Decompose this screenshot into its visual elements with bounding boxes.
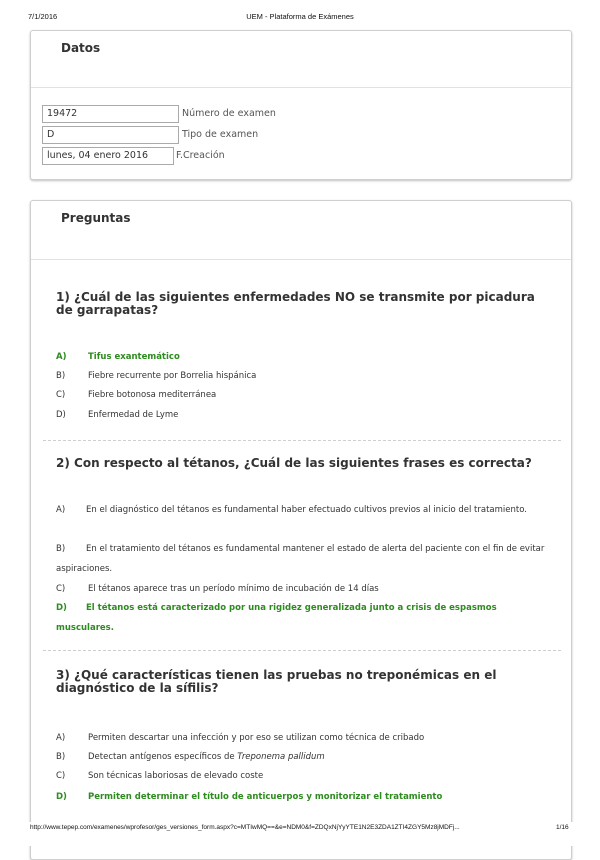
q3-answer-c[interactable] xyxy=(56,767,556,786)
q2-answer-c-text: El tétanos aparece tras un período mínimo de incubación de 14 días xyxy=(88,584,379,594)
exam-number-label: Número de examen xyxy=(182,108,276,119)
exam-type-label: Tipo de examen xyxy=(182,129,259,140)
creation-date-field[interactable]: lunes, 04 enero 2016 xyxy=(42,147,174,165)
q1-answer-b-letter: B) xyxy=(56,371,66,381)
q3-answer-b[interactable] xyxy=(56,748,556,767)
q3-answer-c-text: Son técnicas laboriosas de elevado coste xyxy=(88,771,264,781)
q3-answer-a[interactable] xyxy=(56,729,556,748)
q1-answer-c-letter: C) xyxy=(56,390,66,400)
q3-answer-d-letter: D) xyxy=(56,792,67,802)
q3-answer-b-text: Detectan antígenos específicos de xyxy=(88,752,238,762)
preguntas-card xyxy=(30,200,572,860)
q1-answer-d-text: Enfermedad de Lyme xyxy=(88,410,179,420)
creation-date-label: F.Creación xyxy=(176,150,225,161)
q1-answer-a-text: Tifus exantemático xyxy=(88,352,180,362)
q1-answer-b-text: Fiebre recurrente por Borrelia hispánica xyxy=(88,371,257,381)
print-title: UEM - Plataforma de Exámenes xyxy=(246,12,354,21)
q3-answer-b-letter: B) xyxy=(56,752,66,762)
preguntas-separator xyxy=(31,259,571,260)
q3-answer-a-text: Permiten descartar una infección y por eso se utilizan como técnica de cribado xyxy=(88,733,425,743)
q2-answer-d-text: El tétanos está caracterizado por una rigidez generalizada junto a crisis de espasmos musculares. xyxy=(56,603,497,633)
q1-answer-c[interactable] xyxy=(56,386,556,405)
question-separator xyxy=(43,440,561,441)
q2-answer-c[interactable] xyxy=(56,580,556,599)
print-url[interactable]: http://www.tepep.com/examenes/wprofesor/ges_versiones_form.aspx?c=MTIwMQ==&e=NDM0&f=ZDQxNjYyYTE1N2E3ZDA1ZTI4ZGY5Mz8jMDFj... xyxy=(30,824,460,831)
q2-answer-a-letter: A) xyxy=(56,505,66,515)
page-number: 1/16 xyxy=(556,824,569,831)
q2-answer-d[interactable] xyxy=(56,599,556,638)
q2-answer-d-letter: D) xyxy=(56,603,67,613)
datos-separator xyxy=(31,87,571,88)
q3-answer-d-text: Permiten determinar el título de anticuerpos y monitorizar el tratamiento xyxy=(88,792,443,802)
q1-answer-d[interactable] xyxy=(56,406,556,425)
question-3: 3) ¿Qué características tienen las pruebas no treponémicas en el diagnóstico de la sífilis? xyxy=(56,668,497,695)
print-header xyxy=(0,12,600,24)
q1-answer-a-letter: A) xyxy=(56,352,67,362)
datos-card xyxy=(30,30,572,180)
q2-answer-b-letter: B) xyxy=(56,544,66,554)
q3-answer-c-letter: C) xyxy=(56,771,66,781)
q2-answer-a[interactable] xyxy=(56,501,556,521)
q2-answer-c-letter: C) xyxy=(56,584,66,594)
q1-answer-c-text: Fiebre botonosa mediterránea xyxy=(88,390,217,400)
q1-answer-b[interactable] xyxy=(56,367,556,386)
exam-type-field[interactable]: D xyxy=(42,126,179,144)
q3-answer-a-letter: A) xyxy=(56,733,66,743)
q1-answer-a[interactable] xyxy=(56,348,556,367)
preguntas-title: Preguntas xyxy=(61,211,131,225)
datos-title: Datos xyxy=(61,41,101,55)
exam-number-field[interactable]: 19472 xyxy=(42,105,179,123)
question-1: 1) ¿Cuál de las siguientes enfermedades NO se transmite por picadura de garrapatas? xyxy=(56,290,535,317)
q2-answer-b[interactable] xyxy=(56,540,556,579)
question-separator xyxy=(43,650,561,651)
q2-answer-a-text: En el diagnóstico del tétanos es fundamental haber efectuado cultivos previos al inicio del tratamiento. xyxy=(86,505,527,515)
q1-answer-d-letter: D) xyxy=(56,410,66,420)
q3-answer-b-italic: Treponema pallidum xyxy=(237,752,325,762)
q3-answer-d[interactable] xyxy=(56,788,556,807)
q2-answer-b-text: En el tratamiento del tétanos es fundamental mantener el estado de alerta del paciente con el fin de evitar aspiraciones. xyxy=(56,544,545,574)
question-2: 2) Con respecto al tétanos, ¿Cuál de las siguientes frases es correcta? xyxy=(56,456,532,470)
print-date: 7/1/2016 xyxy=(28,12,58,21)
print-footer xyxy=(0,822,600,846)
